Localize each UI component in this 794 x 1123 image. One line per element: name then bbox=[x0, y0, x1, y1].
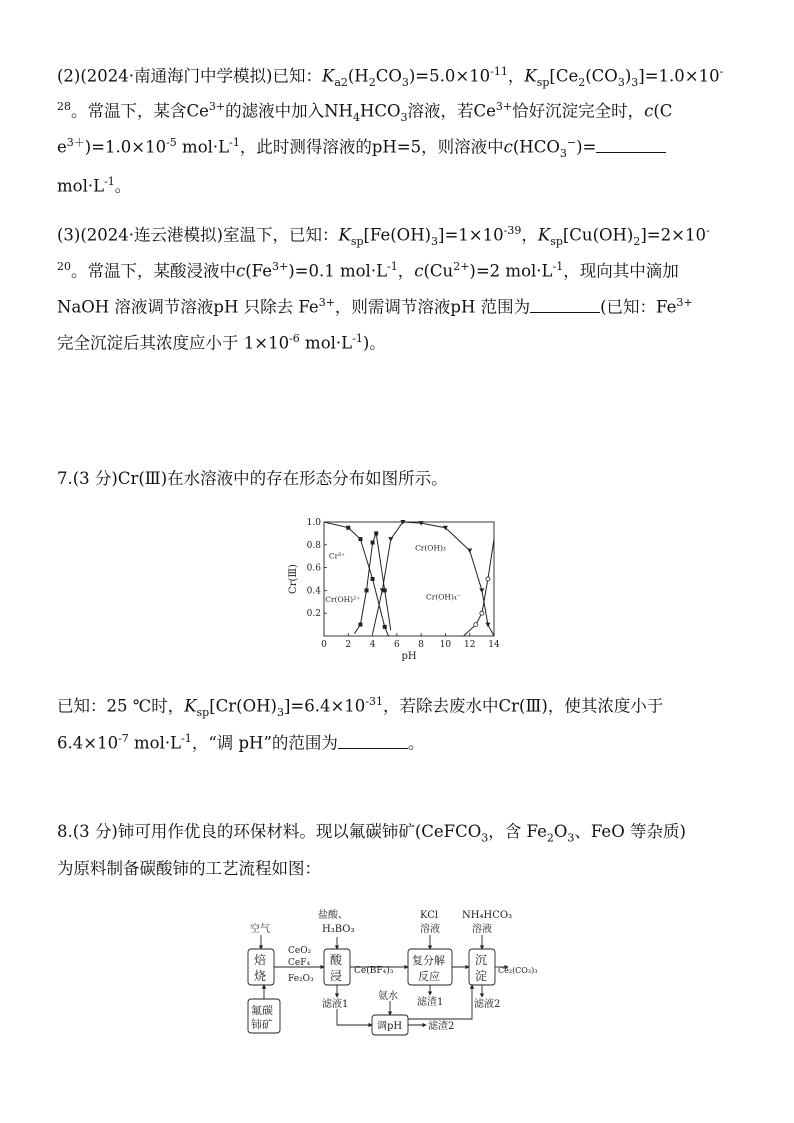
y-tick-label: 0.6 bbox=[306, 563, 321, 574]
data-point bbox=[371, 541, 375, 545]
data-point bbox=[388, 537, 393, 542]
roast-label-2: 烧 bbox=[254, 969, 267, 983]
y-tick-label: 0.2 bbox=[306, 609, 321, 620]
precipitate-label-1: 沉 bbox=[475, 953, 488, 967]
x-tick-label: 10 bbox=[439, 640, 452, 650]
x-tick-label: 8 bbox=[418, 640, 425, 650]
q7-title: 7.(3 分)Cr(Ⅲ)在水溶液中的存在形态分布如图所示。 bbox=[57, 469, 448, 488]
series-label: Cr(OH)₃ bbox=[415, 543, 446, 553]
acid-label-2: H₃BO₃ bbox=[322, 924, 355, 935]
q2-line-2: $^{28}$。常温下，某含$Ce^{3+}$的滤液中加入$NH_4HCO_3$溶液，若$Ce^{3+}$恰好沉淀完全时，c(C bbox=[57, 100, 673, 124]
cr-distribution-chart bbox=[282, 512, 512, 664]
series-line bbox=[354, 533, 390, 633]
ammonia-label: 氨水 bbox=[378, 991, 398, 1002]
y-tick-label: 1.0 bbox=[306, 518, 321, 528]
x-axis-label: pH bbox=[401, 651, 417, 662]
nh4hco3-label: NH₄HCO₃ bbox=[462, 910, 513, 921]
series-line bbox=[464, 539, 494, 636]
q2-line-1: (2)(2024·南通海门中学模拟)已知：$K_{a2}(H_2CO_3)=5.0\times 10^{-11}$，$K_{sp}[Ce_2(CO_3)_3]=1.0\times 10^-$ bbox=[57, 65, 724, 89]
q8-line-2: 为原料制备碳酸铈的工艺流程如图： bbox=[57, 859, 321, 878]
q7-known-line-1: 已知：25 ℃时，$K_{sp}[Cr(OH)_3]=6.4\times 10^{-31}$，若除去废水中Cr(Ⅲ)，使其浓度小于 bbox=[57, 695, 664, 719]
q3-line-2: $^{20}$。常温下，某酸浸液中$c(Fe^{3+})=0.1$ $mol\cdot L^{-1}$，$c(Cu^{2+})=2$ $mol\cdot L^{-1}$，现向其中滴加 bbox=[57, 260, 679, 281]
leach-label-1: 酸 bbox=[330, 953, 343, 967]
data-point bbox=[383, 625, 387, 629]
data-point bbox=[365, 588, 369, 592]
acid-label-1: 盐酸、 bbox=[318, 910, 348, 921]
data-point bbox=[480, 611, 484, 615]
ce-bf4-label: Ce(BF₄)₃ bbox=[354, 966, 394, 976]
answer-blank[interactable] bbox=[530, 298, 600, 313]
precipitate-label-2: 淀 bbox=[475, 969, 488, 983]
q2-line-4: $mol\cdot L^{-1}$。 bbox=[57, 175, 132, 196]
answer-blank[interactable] bbox=[596, 138, 666, 153]
data-point bbox=[374, 531, 378, 535]
intermediate-cef4: CeF₄ bbox=[288, 958, 311, 968]
x-tick-label: 12 bbox=[463, 640, 476, 650]
x-tick-label: 6 bbox=[393, 640, 400, 650]
data-point bbox=[479, 588, 484, 593]
kcl-solution-label: 溶液 bbox=[420, 924, 440, 935]
q3-line-4: 完全沉淀后其浓度应小于 $1\times 10^{-6}$ $mol\cdot L^{-1}$)。 bbox=[57, 332, 386, 353]
data-point bbox=[486, 577, 490, 581]
series-label: Cr³⁺ bbox=[328, 551, 346, 561]
y-tick-label: 0.8 bbox=[306, 540, 321, 551]
q3-line-1: (3)(2024·连云港模拟)室温下，已知：$K_{sp}[Fe(OH)_3]=1\times 10^{-39}$，$K_{sp}[Cu(OH)_2]=2\times 10^-$ bbox=[57, 224, 710, 248]
y-axis-label: Cr(Ⅲ) bbox=[288, 564, 299, 594]
q2-line-3: $e^{3+})=1.0\times 10^{-5}$ $mol\cdot L^{-1}$，此时测得溶液的pH=5，则溶液中$c(HCO_3^-)=$ bbox=[57, 133, 747, 163]
x-tick-label: 2 bbox=[345, 640, 352, 650]
data-point bbox=[358, 623, 362, 627]
process-flow-diagram bbox=[240, 905, 570, 1040]
data-point bbox=[474, 623, 478, 627]
nh4hco3-solution-label: 溶液 bbox=[472, 924, 492, 935]
data-point bbox=[358, 537, 362, 541]
q7-known-line-2: $6.4\times 10^{-7}$ $mol\cdot L^{-1}$，“调 pH”的范围为 。 bbox=[57, 732, 425, 753]
answer-blank[interactable] bbox=[338, 734, 408, 749]
q8-line-1: 8.(3 分)铈可用作优良的环保材料。现以氟碳铈矿(CeFCO$_3$，含 $Fe_2O_3$、FeO 等杂质) bbox=[57, 822, 686, 845]
y-tick-label: 0.4 bbox=[306, 586, 321, 597]
data-point bbox=[346, 526, 350, 530]
ore-label-2: 铈矿 bbox=[251, 1018, 273, 1031]
filtrate-2-label: 滤液2 bbox=[474, 999, 501, 1010]
intermediate-fe2o3: Fe₂O₃ bbox=[288, 974, 314, 984]
data-point bbox=[467, 549, 472, 554]
residue-2-label: 滤渣2 bbox=[428, 1021, 455, 1032]
x-tick-label: 14 bbox=[488, 640, 500, 650]
air-label: 空气 bbox=[250, 924, 270, 935]
series-label: Cr(OH)₄⁻ bbox=[426, 592, 461, 602]
metathesis-label-1: 复分解 bbox=[412, 954, 445, 967]
data-point bbox=[371, 577, 375, 581]
adjust-ph-label: 调pH bbox=[377, 1021, 403, 1032]
x-tick-label: 0 bbox=[321, 640, 327, 650]
metathesis-label-2: 反应 bbox=[418, 970, 440, 983]
series-line bbox=[324, 522, 388, 636]
q3-line-3: NaOH 溶液调节溶液pH 只除去 $Fe^{3+}$，则需调节溶液pH 范围为 (已知：$Fe^{3+}$ bbox=[57, 296, 693, 317]
ore-label-1: 氟碳 bbox=[251, 1004, 273, 1017]
x-tick-label: 4 bbox=[369, 640, 376, 650]
roast-label-1: 焙 bbox=[254, 953, 267, 967]
plot-frame bbox=[324, 522, 494, 636]
kcl-label: KCl bbox=[420, 910, 439, 921]
leach-label-2: 浸 bbox=[330, 969, 343, 983]
residue-1-label: 滤渣1 bbox=[417, 997, 444, 1008]
series-label: Cr(OH)²⁺ bbox=[325, 594, 361, 604]
intermediate-ceo2: CeO₂ bbox=[288, 946, 312, 956]
product-label: Ce₂(CO₃)₃ bbox=[498, 966, 538, 975]
data-point bbox=[485, 623, 490, 628]
filtrate-1-label: 滤液1 bbox=[322, 999, 349, 1010]
